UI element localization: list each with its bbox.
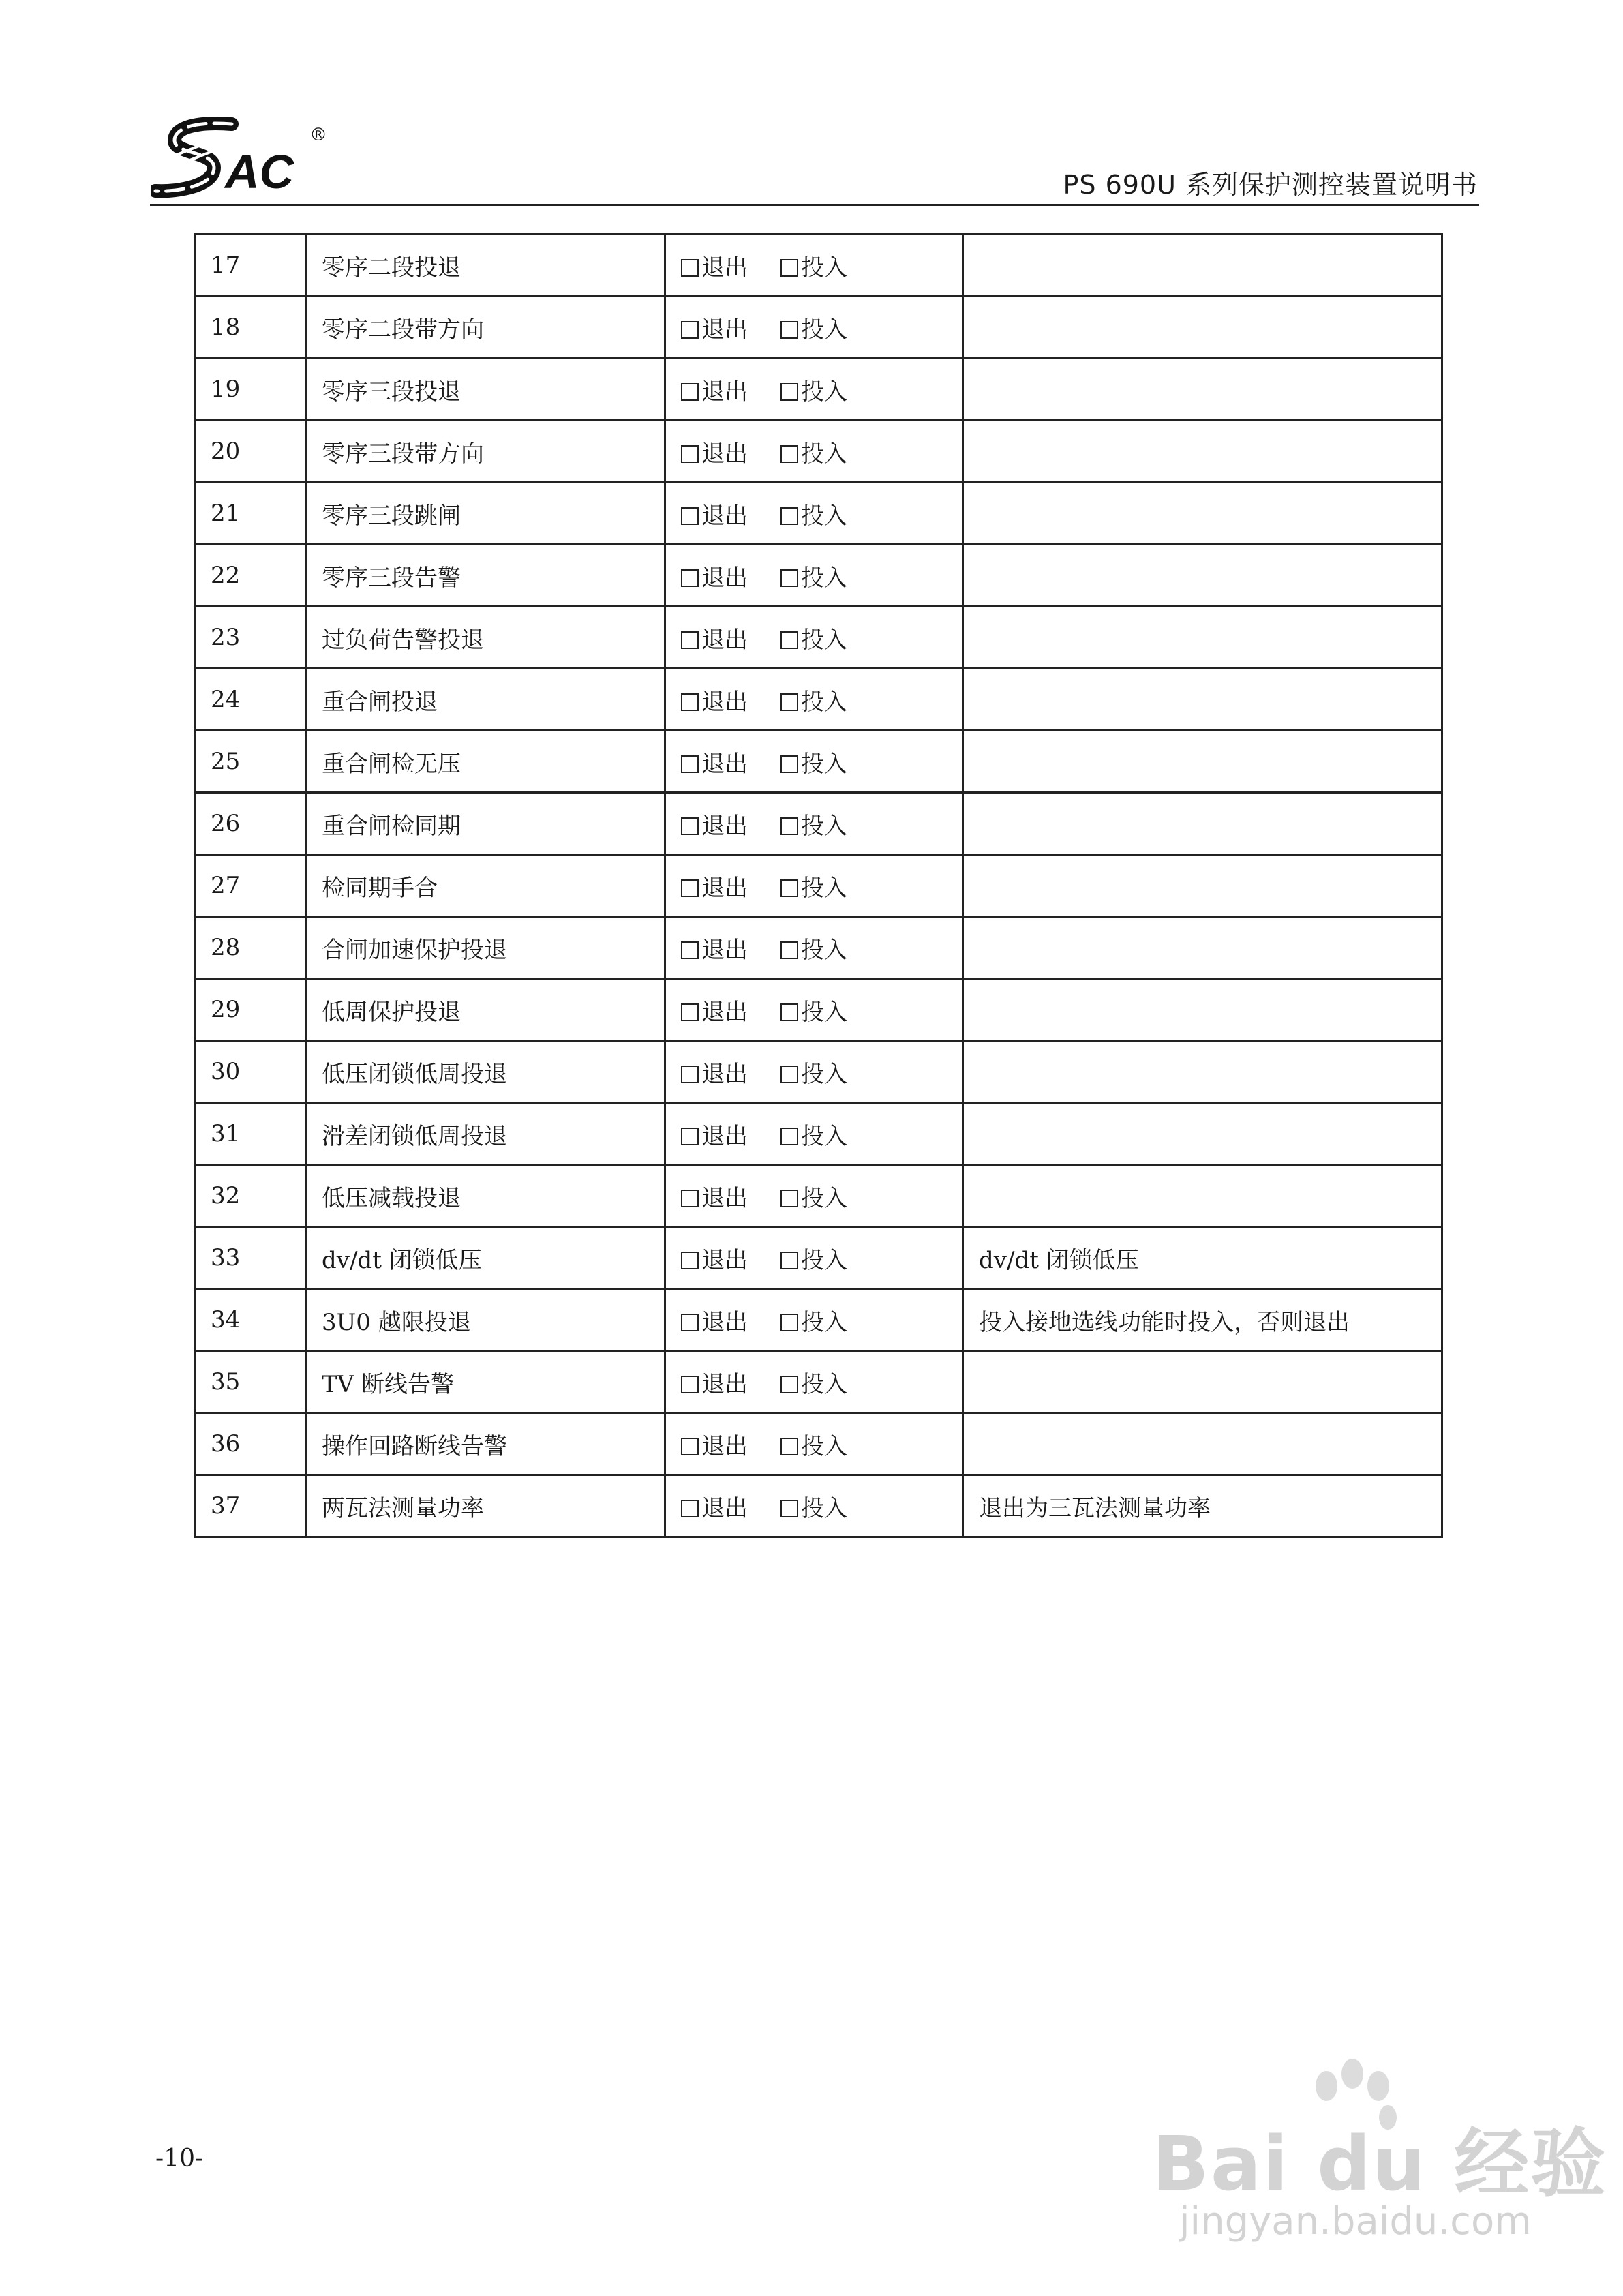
exit-option-label: 退出: [701, 1370, 748, 1398]
table-row: [195, 1351, 1442, 1413]
checkbox-icon[interactable]: [780, 941, 798, 959]
exit-option[interactable]: [681, 249, 748, 282]
exit-option-label: 退出: [701, 874, 748, 902]
row-number: 26: [195, 793, 306, 855]
enter-option[interactable]: [780, 1303, 847, 1337]
setting-name: 低压闭锁低周投退: [306, 1041, 665, 1103]
table-row: [195, 297, 1442, 359]
exit-option-label: 退出: [701, 1060, 748, 1088]
exit-option[interactable]: [681, 621, 748, 654]
enter-option-label: 投入: [801, 936, 847, 964]
setting-name: dv/dt 闭锁低压: [306, 1227, 665, 1289]
checkbox-icon[interactable]: [780, 755, 798, 773]
setting-name: 合闸加速保护投退: [306, 917, 665, 979]
enter-option-label: 投入: [801, 1184, 847, 1212]
checkbox-icon[interactable]: [780, 1190, 798, 1207]
checkbox-icon[interactable]: [780, 1438, 798, 1455]
enter-option[interactable]: [780, 373, 847, 406]
enter-option-label: 投入: [801, 1060, 847, 1088]
setting-note: [963, 855, 1442, 917]
enter-option[interactable]: [780, 1365, 847, 1399]
checkbox-icon[interactable]: [681, 755, 699, 773]
row-number: 19: [195, 359, 306, 421]
setting-options: [665, 979, 963, 1041]
exit-option-label: 退出: [701, 626, 748, 654]
enter-option[interactable]: [780, 497, 847, 530]
setting-note: 退出为三瓦法测量功率: [963, 1475, 1442, 1537]
enter-option[interactable]: [780, 311, 847, 344]
row-number: 37: [195, 1475, 306, 1537]
exit-option-label: 退出: [701, 812, 748, 840]
enter-option-label: 投入: [801, 564, 847, 592]
checkbox-icon[interactable]: [780, 879, 798, 897]
checkbox-icon[interactable]: [780, 1066, 798, 1083]
exit-option[interactable]: [681, 1490, 748, 1523]
exit-option[interactable]: [681, 1117, 748, 1151]
setting-name: 零序二段带方向: [306, 297, 665, 359]
setting-note: [963, 1041, 1442, 1103]
setting-options: [665, 1413, 963, 1475]
checkbox-icon[interactable]: [681, 941, 699, 959]
checkbox-icon[interactable]: [780, 383, 798, 401]
enter-option-label: 投入: [801, 1246, 847, 1274]
setting-options: [665, 421, 963, 483]
checkbox-icon[interactable]: [681, 569, 699, 587]
enter-option-label: 投入: [801, 1308, 847, 1336]
exit-option[interactable]: [681, 311, 748, 344]
row-number: 31: [195, 1103, 306, 1165]
enter-option[interactable]: [780, 1117, 847, 1151]
setting-note: [963, 421, 1442, 483]
exit-option-label: 退出: [701, 998, 748, 1026]
baidu-jingyan-watermark: [1152, 2059, 1607, 2263]
row-number: 27: [195, 855, 306, 917]
table-row: [195, 1227, 1442, 1289]
setting-name: 重合闸检同期: [306, 793, 665, 855]
table-row: [195, 1289, 1442, 1351]
enter-option[interactable]: [780, 621, 847, 654]
enter-option[interactable]: [780, 249, 847, 282]
exit-option-label: 退出: [701, 1494, 748, 1522]
exit-option[interactable]: [681, 497, 748, 530]
checkbox-icon[interactable]: [780, 259, 798, 277]
checkbox-icon[interactable]: [681, 879, 699, 897]
exit-option-label: 退出: [701, 688, 748, 716]
setting-note: [963, 731, 1442, 793]
exit-option-label: 退出: [701, 254, 748, 282]
checkbox-icon[interactable]: [780, 507, 798, 525]
setting-note: [963, 235, 1442, 297]
registered-mark-icon: ®: [309, 125, 327, 145]
exit-option-label: 退出: [701, 1308, 748, 1336]
table-row: [195, 545, 1442, 607]
setting-note: [963, 359, 1442, 421]
setting-options: [665, 793, 963, 855]
setting-options: [665, 855, 963, 917]
setting-options: [665, 359, 963, 421]
checkbox-icon[interactable]: [681, 817, 699, 835]
enter-option-label: 投入: [801, 1370, 847, 1398]
setting-options: [665, 483, 963, 545]
enter-option[interactable]: [780, 931, 847, 965]
exit-option-label: 退出: [701, 316, 748, 344]
enter-option[interactable]: [780, 993, 847, 1027]
row-number: 28: [195, 917, 306, 979]
enter-option-label: 投入: [801, 998, 847, 1026]
enter-option-label: 投入: [801, 502, 847, 530]
table-row: [195, 1041, 1442, 1103]
row-number: 25: [195, 731, 306, 793]
page-number: -10-: [155, 2145, 204, 2173]
watermark-brand: Bai du 经验: [1152, 2120, 1607, 2207]
exit-option-label: 退出: [701, 378, 748, 406]
setting-options: [665, 1165, 963, 1227]
setting-options: [665, 917, 963, 979]
setting-options: [665, 607, 963, 669]
checkbox-icon[interactable]: [681, 1438, 699, 1455]
exit-option[interactable]: [681, 559, 748, 592]
row-number: 33: [195, 1227, 306, 1289]
row-number: 22: [195, 545, 306, 607]
setting-name: 3U0 越限投退: [306, 1289, 665, 1351]
enter-option[interactable]: [780, 435, 847, 468]
exit-option[interactable]: [681, 683, 748, 716]
exit-option[interactable]: [681, 807, 748, 841]
checkbox-icon[interactable]: [780, 817, 798, 835]
checkbox-icon[interactable]: [780, 321, 798, 339]
enter-option-label: 投入: [801, 688, 847, 716]
exit-option-label: 退出: [701, 1122, 748, 1150]
setting-options: [665, 1351, 963, 1413]
row-number: 24: [195, 669, 306, 731]
table-row: [195, 1475, 1442, 1537]
setting-options: [665, 1103, 963, 1165]
exit-option[interactable]: [681, 869, 748, 903]
exit-option[interactable]: [681, 1303, 748, 1337]
checkbox-icon[interactable]: [780, 569, 798, 587]
setting-note: dv/dt 闭锁低压: [963, 1227, 1442, 1289]
enter-option-label: 投入: [801, 254, 847, 282]
enter-option[interactable]: [780, 1179, 847, 1213]
row-number: 36: [195, 1413, 306, 1475]
row-number: 21: [195, 483, 306, 545]
setting-note: [963, 979, 1442, 1041]
enter-option-label: 投入: [801, 440, 847, 468]
setting-note: [963, 297, 1442, 359]
exit-option[interactable]: [681, 373, 748, 406]
setting-note: 投入接地选线功能时投入，否则退出: [963, 1289, 1442, 1351]
exit-option[interactable]: [681, 931, 748, 965]
enter-option-label: 投入: [801, 1432, 847, 1460]
checkbox-icon[interactable]: [681, 1376, 699, 1393]
setting-name: 低周保护投退: [306, 979, 665, 1041]
exit-option-label: 退出: [701, 1184, 748, 1212]
exit-option[interactable]: [681, 1055, 748, 1089]
enter-option-label: 投入: [801, 874, 847, 902]
row-number: 32: [195, 1165, 306, 1227]
setting-note: [963, 1351, 1442, 1413]
setting-name: 重合闸投退: [306, 669, 665, 731]
table-row: [195, 1165, 1442, 1227]
table-row: [195, 731, 1442, 793]
setting-options: [665, 1227, 963, 1289]
setting-note: [963, 607, 1442, 669]
checkbox-icon[interactable]: [780, 1003, 798, 1021]
setting-name: 零序二段投退: [306, 235, 665, 297]
setting-note: [963, 669, 1442, 731]
checkbox-icon[interactable]: [681, 1252, 699, 1269]
setting-note: [963, 793, 1442, 855]
enter-option-label: 投入: [801, 1494, 847, 1522]
enter-option-label: 投入: [801, 750, 847, 778]
exit-option[interactable]: [681, 745, 748, 779]
exit-option[interactable]: [681, 993, 748, 1027]
setting-name: 零序三段告警: [306, 545, 665, 607]
exit-option-label: 退出: [701, 1246, 748, 1274]
setting-name: 检同期手合: [306, 855, 665, 917]
exit-option-label: 退出: [701, 564, 748, 592]
table-row: [195, 235, 1442, 297]
setting-options: [665, 669, 963, 731]
checkbox-icon[interactable]: [681, 1128, 699, 1145]
table-row: [195, 979, 1442, 1041]
checkbox-icon[interactable]: [681, 1314, 699, 1331]
setting-name: 过负荷告警投退: [306, 607, 665, 669]
row-number: 35: [195, 1351, 306, 1413]
row-number: 17: [195, 235, 306, 297]
logo-wordmark: AC: [225, 145, 294, 198]
setting-note: [963, 1165, 1442, 1227]
setting-name: 低压减载投退: [306, 1165, 665, 1227]
checkbox-icon[interactable]: [681, 259, 699, 277]
setting-options: [665, 545, 963, 607]
enter-option-label: 投入: [801, 626, 847, 654]
checkbox-icon[interactable]: [681, 1500, 699, 1517]
setting-note: [963, 1413, 1442, 1475]
checkbox-icon[interactable]: [780, 1252, 798, 1269]
enter-option[interactable]: [780, 559, 847, 592]
enter-option-label: 投入: [801, 378, 847, 406]
enter-option[interactable]: [780, 1428, 847, 1461]
checkbox-icon[interactable]: [780, 1314, 798, 1331]
checkbox-icon[interactable]: [780, 1376, 798, 1393]
enter-option[interactable]: [780, 869, 847, 903]
setting-name: 零序三段跳闸: [306, 483, 665, 545]
exit-option-label: 退出: [701, 1432, 748, 1460]
checkbox-icon[interactable]: [681, 1190, 699, 1207]
exit-option[interactable]: [681, 1179, 748, 1213]
sac-logo: [151, 115, 342, 203]
setting-name: 重合闸检无压: [306, 731, 665, 793]
setting-note: [963, 545, 1442, 607]
table-row: [195, 1413, 1442, 1475]
exit-option[interactable]: [681, 1428, 748, 1461]
enter-option-label: 投入: [801, 812, 847, 840]
setting-note: [963, 1103, 1442, 1165]
exit-option-label: 退出: [701, 502, 748, 530]
table-row: [195, 483, 1442, 545]
row-number: 29: [195, 979, 306, 1041]
enter-option[interactable]: [780, 1241, 847, 1275]
enter-option[interactable]: [780, 745, 847, 779]
table-row: [195, 669, 1442, 731]
row-number: 30: [195, 1041, 306, 1103]
checkbox-icon[interactable]: [681, 445, 699, 463]
checkbox-icon[interactable]: [681, 1003, 699, 1021]
exit-option-label: 退出: [701, 440, 748, 468]
checkbox-icon[interactable]: [780, 693, 798, 711]
table-row: [195, 917, 1442, 979]
setting-name: 两瓦法测量功率: [306, 1475, 665, 1537]
document-title: PS 690U 系列保护测控装置说明书: [1063, 170, 1478, 200]
setting-options: [665, 1289, 963, 1351]
table-row: [195, 607, 1442, 669]
exit-option-label: 退出: [701, 750, 748, 778]
header-divider: [150, 204, 1479, 206]
setting-note: [963, 483, 1442, 545]
enter-option-label: 投入: [801, 1122, 847, 1150]
setting-options: [665, 731, 963, 793]
checkbox-icon[interactable]: [780, 445, 798, 463]
setting-options: [665, 1041, 963, 1103]
enter-option[interactable]: [780, 1055, 847, 1089]
watermark-url: jingyan.baidu.com: [1179, 2199, 1532, 2244]
row-number: 18: [195, 297, 306, 359]
exit-option-label: 退出: [701, 936, 748, 964]
setting-note: [963, 917, 1442, 979]
enter-option-label: 投入: [801, 316, 847, 344]
row-number: 20: [195, 421, 306, 483]
enter-option[interactable]: [780, 807, 847, 841]
setting-options: [665, 1475, 963, 1537]
checkbox-icon[interactable]: [780, 1500, 798, 1517]
checkbox-icon[interactable]: [780, 1128, 798, 1145]
checkbox-icon[interactable]: [681, 507, 699, 525]
checkbox-icon[interactable]: [681, 321, 699, 339]
protection-settings-table: [194, 233, 1443, 1538]
exit-option[interactable]: [681, 1241, 748, 1275]
setting-options: [665, 297, 963, 359]
row-number: 23: [195, 607, 306, 669]
table-row: [195, 855, 1442, 917]
table-row: [195, 421, 1442, 483]
checkbox-icon[interactable]: [681, 1066, 699, 1083]
checkbox-icon[interactable]: [681, 383, 699, 401]
row-number: 34: [195, 1289, 306, 1351]
checkbox-icon[interactable]: [780, 631, 798, 649]
enter-option[interactable]: [780, 1490, 847, 1523]
exit-option[interactable]: [681, 1365, 748, 1399]
exit-option[interactable]: [681, 435, 748, 468]
setting-name: 滑差闭锁低周投退: [306, 1103, 665, 1165]
setting-name: 操作回路断线告警: [306, 1413, 665, 1475]
setting-options: [665, 235, 963, 297]
setting-name: TV 断线告警: [306, 1351, 665, 1413]
setting-name: 零序三段投退: [306, 359, 665, 421]
table-row: [195, 1103, 1442, 1165]
enter-option[interactable]: [780, 683, 847, 716]
checkbox-icon[interactable]: [681, 693, 699, 711]
table-row: [195, 359, 1442, 421]
setting-name: 零序三段带方向: [306, 421, 665, 483]
table-row: [195, 793, 1442, 855]
checkbox-icon[interactable]: [681, 631, 699, 649]
